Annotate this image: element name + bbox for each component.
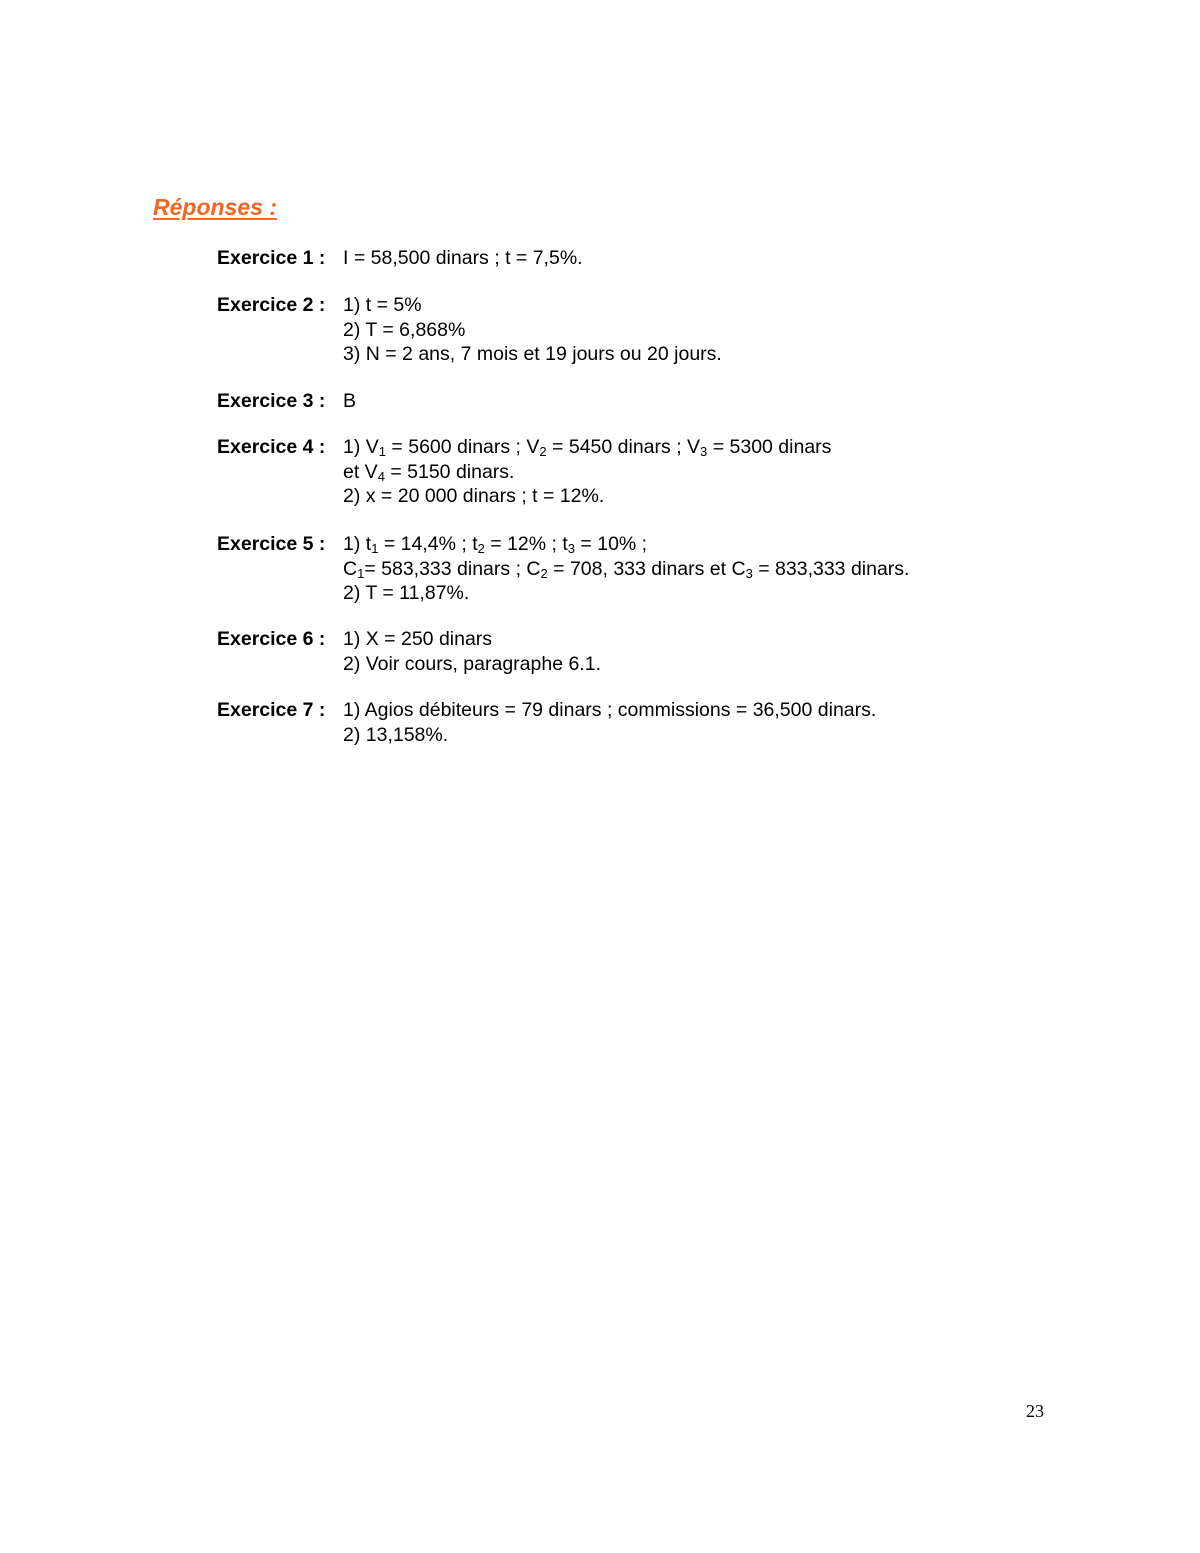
exercise-answers bbox=[343, 293, 722, 367]
subscript: 3 bbox=[700, 444, 708, 459]
answer-text: et V bbox=[343, 460, 378, 483]
answer-text: 1) t bbox=[343, 533, 372, 555]
answer-text: 1) V bbox=[343, 436, 379, 458]
answer-text: 3) N = 2 ans, 7 mois et 19 jours ou 20 jours. bbox=[343, 343, 722, 365]
subscript: 3 bbox=[567, 541, 576, 556]
exercise-1 bbox=[217, 246, 583, 271]
answer-line bbox=[343, 557, 909, 582]
answer-text: = 5300 dinars bbox=[707, 436, 832, 458]
exercise-answers bbox=[343, 389, 356, 414]
subscript: 1 bbox=[371, 541, 379, 556]
answer-text: 2) T = 6,868% bbox=[343, 318, 466, 341]
answer-text: = 12% ; t bbox=[484, 533, 568, 555]
exercise-label: Exercice 1 : bbox=[217, 247, 326, 269]
subscript: 4 bbox=[377, 468, 385, 484]
exercise-3 bbox=[217, 389, 356, 414]
answer-text: B bbox=[343, 390, 357, 412]
answer-text: = 708, 333 dinars et C bbox=[547, 557, 746, 580]
answer-text: = 5150 dinars. bbox=[384, 460, 515, 483]
answer-text: 1) t = 5% bbox=[343, 294, 422, 316]
answer-line bbox=[343, 389, 356, 414]
answer-text: = 833,333 dinars. bbox=[752, 557, 910, 580]
subscript: 2 bbox=[477, 541, 485, 556]
answers-title-text: Réponses : bbox=[153, 194, 277, 220]
exercise-label: Exercice 2 : bbox=[217, 294, 326, 316]
exercise-label: Exercice 5 : bbox=[217, 533, 326, 555]
answer-text: 2) x = 20 000 dinars ; t = 12%. bbox=[343, 485, 605, 507]
answer-line bbox=[343, 652, 601, 677]
answer-line bbox=[343, 581, 909, 606]
answer-text: = 10% ; bbox=[575, 533, 648, 555]
exercise-2 bbox=[217, 293, 722, 367]
page-number: 23 bbox=[1026, 1401, 1044, 1421]
exercise-answers bbox=[343, 627, 601, 676]
answer-text: 2) 13,158%. bbox=[343, 723, 449, 746]
answer-text: = 5600 dinars ; V bbox=[386, 436, 540, 458]
exercise-label: Exercice 3 : bbox=[217, 390, 326, 412]
exercise-answers bbox=[343, 246, 583, 271]
answer-text: 2) T = 11,87%. bbox=[343, 582, 470, 604]
exercise-label: Exercice 4 : bbox=[217, 436, 326, 458]
answers-title bbox=[153, 191, 277, 223]
subscript: 2 bbox=[539, 444, 547, 459]
exercise-7 bbox=[217, 698, 876, 747]
exercise-answers bbox=[343, 698, 876, 747]
answer-text: 1) Agios débiteurs = 79 dinars ; commissions = 36,500 dinars. bbox=[343, 699, 877, 721]
answer-line bbox=[343, 484, 831, 509]
exercise-label: Exercice 6 : bbox=[217, 628, 326, 650]
exercise-answers bbox=[343, 435, 831, 509]
answer-line bbox=[343, 698, 876, 723]
exercise-label: Exercice 7 : bbox=[217, 699, 326, 721]
answer-line bbox=[343, 246, 583, 271]
subscript: 1 bbox=[378, 444, 386, 459]
exercise-6 bbox=[217, 627, 601, 676]
answer-line bbox=[343, 318, 722, 343]
answer-line bbox=[343, 293, 722, 318]
answer-text: = 5450 dinars ; V bbox=[546, 436, 701, 458]
answer-text: C bbox=[343, 557, 358, 580]
answer-text: = 14,4% ; t bbox=[378, 533, 478, 555]
subscript: 1 bbox=[357, 565, 365, 581]
answer-line bbox=[343, 342, 722, 367]
answer-text: 2) Voir cours, paragraphe 6.1. bbox=[343, 652, 601, 675]
answer-text: = 583,333 dinars ; C bbox=[364, 557, 541, 580]
exercise-4 bbox=[217, 435, 831, 509]
answer-text: 1) X = 250 dinars bbox=[343, 628, 493, 650]
answer-line bbox=[343, 627, 601, 652]
answer-line bbox=[343, 435, 831, 460]
answer-line bbox=[343, 532, 909, 557]
exercise-5 bbox=[217, 532, 909, 606]
subscript: 3 bbox=[745, 565, 753, 581]
answer-line bbox=[343, 723, 876, 748]
subscript: 2 bbox=[540, 565, 548, 581]
answer-text: I = 58,500 dinars ; t = 7,5%. bbox=[343, 247, 583, 269]
exercise-answers bbox=[343, 532, 909, 606]
answer-line bbox=[343, 460, 831, 485]
